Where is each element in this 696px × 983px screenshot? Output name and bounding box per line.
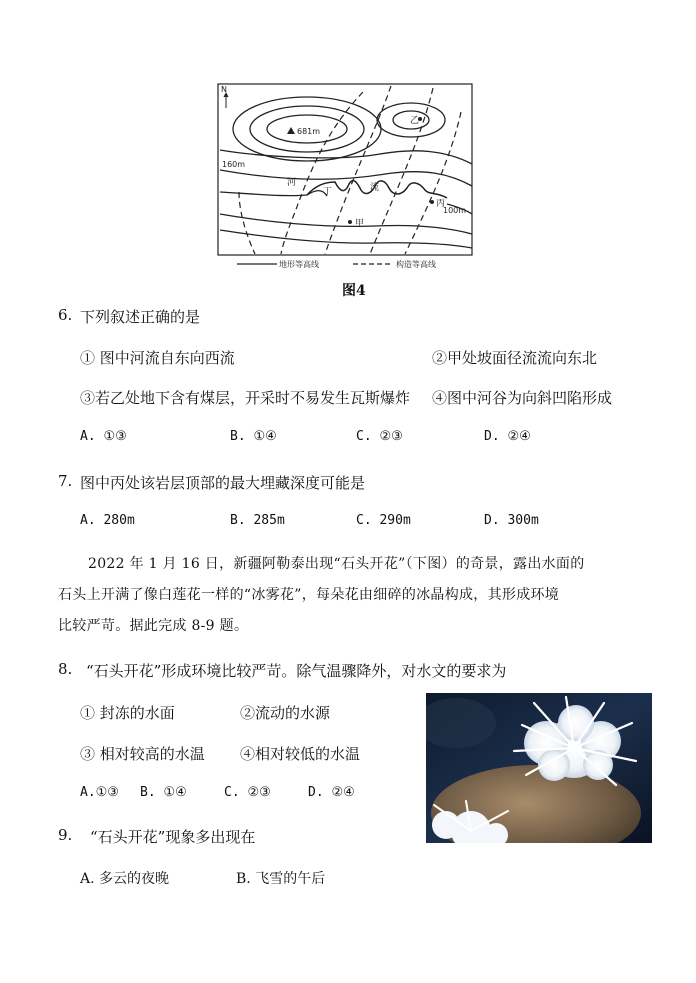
- contour-160-label: 160m: [222, 160, 246, 169]
- river-char-liu: 流: [370, 183, 380, 193]
- q8-stem: “石头开花”形成环境比较严苛。除气温骤降外，对水文的要求为: [86, 662, 507, 680]
- north-label: N: [221, 85, 227, 94]
- contour-map-figure: [215, 82, 475, 272]
- q8-option-d[interactable]: D. ②④: [308, 785, 355, 800]
- q8-statement-2: ②流动的水源: [240, 704, 331, 722]
- figure-caption: 图4: [342, 283, 366, 299]
- passage-line-1: 2022 年 1 月 16 日，新疆阿勒泰出现“石头开花”（下图）的奇景，露出水面的: [88, 556, 585, 572]
- map-frame: [218, 84, 472, 255]
- q6-option-a[interactable]: A. ①③: [80, 429, 127, 444]
- point-jia: [348, 220, 352, 224]
- q8-number: 8.: [58, 660, 73, 678]
- ice-flower-photo: [426, 693, 652, 843]
- bing-label: 丙: [436, 199, 446, 209]
- q8-option-a[interactable]: A.①③: [80, 785, 119, 800]
- q7-stem: 图中丙处该岩层顶部的最大埋藏深度可能是: [80, 474, 366, 492]
- q6-statement-2: ②甲处坡面径流流向东北: [432, 349, 598, 367]
- q6-statement-3: ③若乙处地下含有煤层，开采时不易发生瓦斯爆炸: [80, 389, 411, 407]
- q6-statement-4: ④图中河谷为向斜凹陷形成: [432, 389, 613, 407]
- q8-statement-3: ③ 相对较高的水温: [80, 745, 205, 763]
- yi-label: 乙: [410, 116, 420, 126]
- jia-label: 甲: [355, 219, 365, 229]
- peak-elevation-label: 681m: [297, 127, 321, 136]
- q7-number: 7.: [58, 472, 73, 490]
- q6-number: 6.: [58, 306, 73, 324]
- q6-stem: 下列叙述正确的是: [80, 308, 201, 326]
- q6-option-d[interactable]: D. ②④: [484, 429, 531, 444]
- q8-option-c[interactable]: C. ②③: [224, 785, 271, 800]
- q9-stem: “石头开花”现象多出现在: [90, 828, 256, 846]
- q7-option-b[interactable]: B. 285m: [230, 513, 285, 528]
- q8-statement-4: ④相对较低的水温: [240, 745, 361, 763]
- q9-option-a[interactable]: A. 多云的夜晚: [80, 871, 170, 887]
- contour-100-label: 100m: [443, 206, 467, 215]
- q6-option-c[interactable]: C. ②③: [356, 429, 403, 444]
- q8-statement-1: ① 封冻的水面: [80, 704, 175, 722]
- q6-option-b[interactable]: B. ①④: [230, 429, 277, 444]
- passage-line-2: 石头上开满了像白莲花一样的“冰雾花”，每朵花由细碎的冰晶构成，其形成环境: [58, 587, 560, 603]
- q7-option-a[interactable]: A. 280m: [80, 513, 135, 528]
- q9-number: 9.: [58, 826, 73, 844]
- q7-option-d[interactable]: D. 300m: [484, 513, 539, 528]
- q8-option-b[interactable]: B. ①④: [140, 785, 187, 800]
- legend-structure-label: 构造等高线: [396, 260, 436, 269]
- passage-line-3: 比较严苛。据此完成 8-9 题。: [58, 618, 249, 634]
- ding-label: 丁: [323, 187, 333, 197]
- point-bing: [430, 200, 434, 204]
- river-char-he: 河: [287, 178, 297, 188]
- q9-option-b[interactable]: B. 飞雪的午后: [236, 871, 326, 887]
- legend-terrain-label: 地形等高线: [279, 260, 319, 269]
- q6-statement-1: ① 图中河流自东向西流: [80, 349, 235, 367]
- q7-option-c[interactable]: C. 290m: [356, 513, 411, 528]
